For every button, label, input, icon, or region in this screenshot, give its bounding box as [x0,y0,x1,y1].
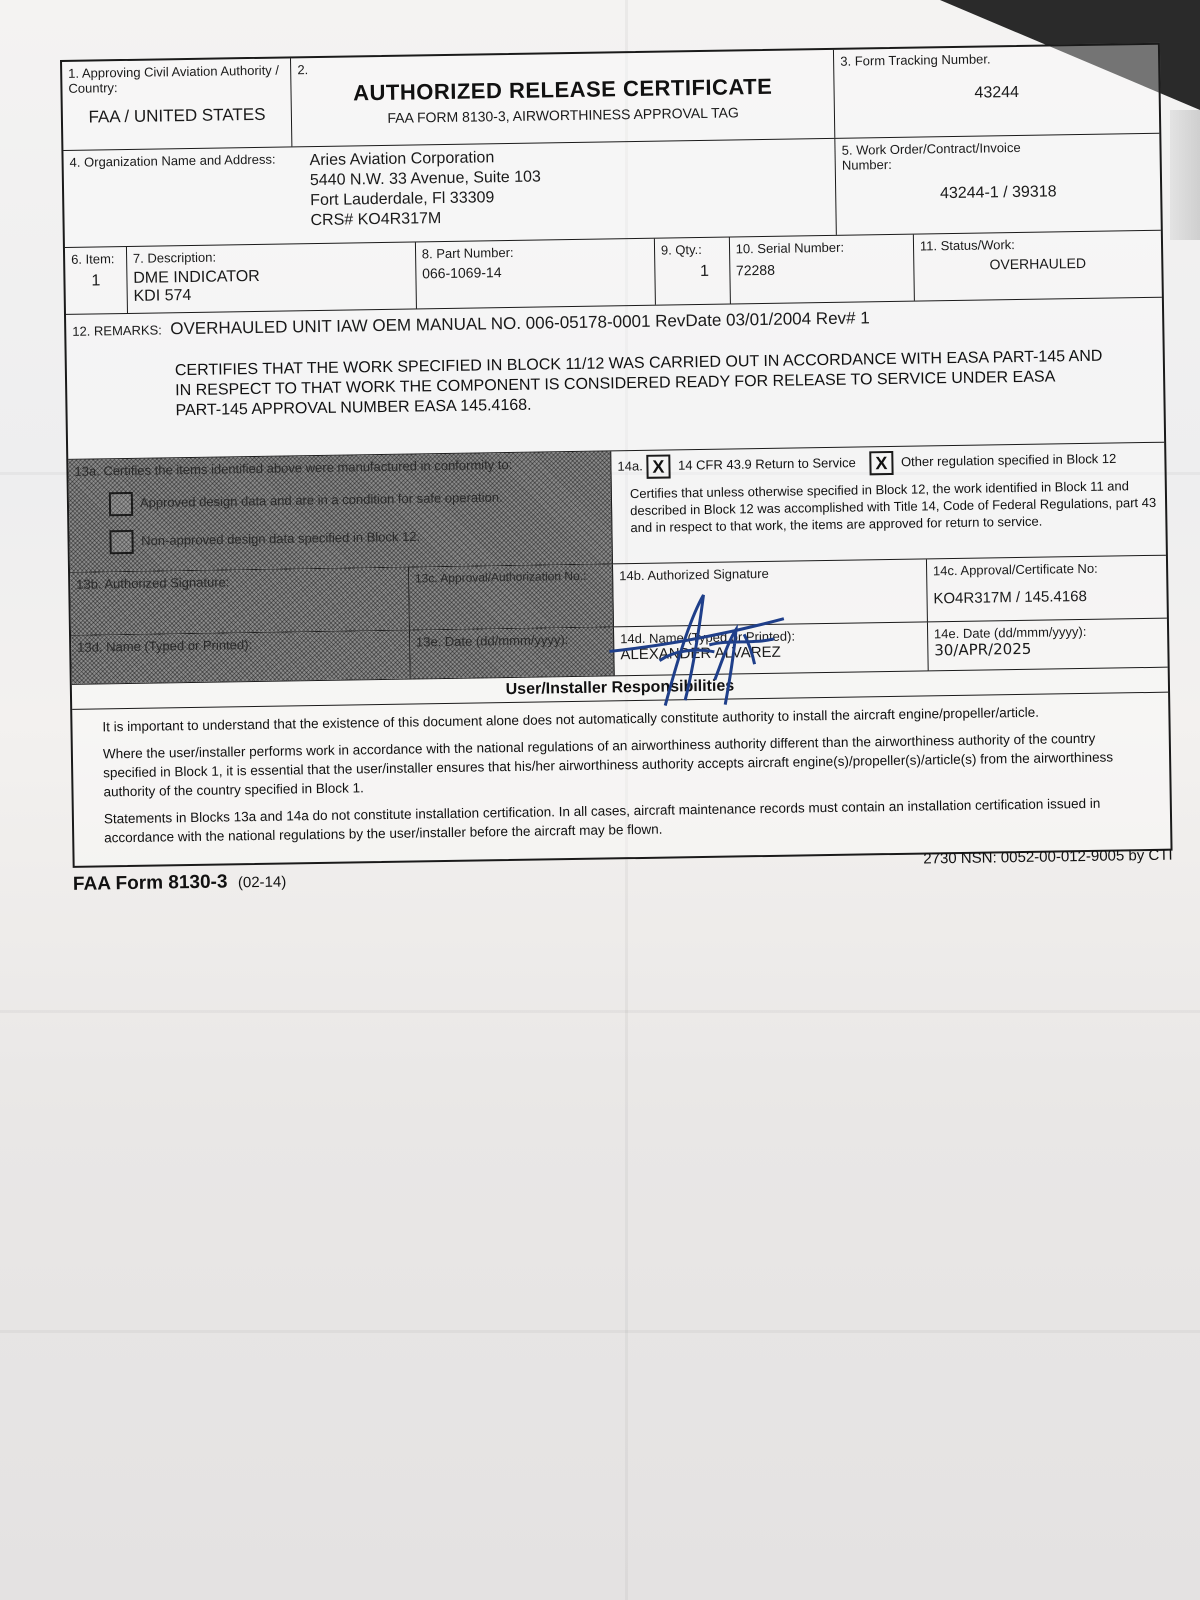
block-13b [70,568,410,635]
block-14b-label: 14b. Authorized Signature [619,565,769,584]
block-13a-option-1 [109,484,605,516]
block-14c [927,556,1167,622]
part-number-label: 8. Part Number: [421,244,514,262]
non-approved-design-label: Non-approved design data specified in Block 12. [141,528,421,549]
block-3-label: 3. Form Tracking Number. [840,51,991,69]
block-14c-label: 14c. Approval/Certificate No: [932,560,1098,579]
organization-address [309,147,541,239]
work-order-number: 43244-1 / 39318 [939,183,1057,203]
item-value: 1 [91,272,101,290]
paper-fold-horizontal [0,1330,1200,1333]
remarks-label: 12. REMARKS: [72,322,162,339]
org-street: 5440 N.W. 33 Avenue, Suite 103 [309,168,542,190]
approved-design-checkbox[interactable] [109,492,133,516]
block-13b-label: 13b. Authorized Signature: [76,574,230,592]
other-regulation-checkbox[interactable]: X [869,451,893,475]
non-approved-design-checkbox[interactable] [109,530,133,554]
block-9 [655,238,731,305]
block-13e-label: 13e. Date (dd/mmm/yyyy): [415,632,569,650]
remarks-text: OVERHAULED UNIT IAW OEM MANUAL NO. 006-05178-0001 RevDate 03/01/2004 Rev# 1 [170,308,870,339]
form-id [73,871,287,896]
block-14a [611,443,1166,564]
block-14e-label: 14e. Date (dd/mmm/yyyy): [933,623,1087,642]
remarks-row [66,298,1164,460]
block-14a-checks [617,447,1158,479]
block-6 [65,247,128,314]
release-date: 30/APR/2025 [934,639,1032,660]
block-4 [63,139,837,247]
block-5-label: 5. Work Order/Contract/Invoice Number: [841,139,1021,173]
org-city: Fort Lauderdale, Fl 33309 [310,189,495,210]
form-name: FAA Form 8130-3 [72,871,228,895]
block-13a-option-2 [109,522,605,554]
block-13d-label: 13d. Name (Typed or Printed): [77,637,253,655]
return-to-service-label: 14 CFR 43.9 Return to Service [677,454,856,473]
block-13a-label: 13a. Certifies the items identified above were manufactured in conformity to: [74,456,513,479]
block-14a-label: 14a. [617,458,643,474]
easa-certification-text: CERTIFIES THAT THE WORK SPECIFIED IN BLOCK 11/12 WAS CARRIED OUT IN ACCORDANCE WITH EASA PART-145 AND IN RESPECT TO THAT WORK THE COMPONENT IS CONSIDERED READY FOR RELEASE TO SERVICE UNDER EASA PART-145 APPROVAL NUMBER EASA 145.4168. [174,347,1103,420]
responsibilities-paragraph-3: Statements in Blocks 13a and 14a do not constitute installation certification. In all cases, aircraft maintenance records must contain an installation certification issued in accordance with the national regulations by the user/installer before the aircraft may be flown. [103,795,1101,846]
approved-design-label: Approved design data and are in a condition for safe operation. [139,489,503,511]
block-13c-label: 13c. Approval/Authorization No.: [414,568,587,586]
block-13a [68,451,613,572]
status-value: OVERHAULED [989,254,1087,273]
serial-number-label: 10. Serial Number: [735,239,845,257]
qty-label: 9. Qty.: [660,241,702,258]
header-row [62,45,1159,151]
block-10 [729,235,914,304]
responsibilities-paragraph-1: It is important to understand that the existence of this document alone does not automatically constitute authority to install the aircraft engine/propeller/article. [102,704,1040,735]
responsibilities-paragraph-2: Where the user/installer performs work in accordance with the national regulations of an airworthiness authority different than the airworthiness authority of the country specified in Block 1, it is essential that the user/installer ensures that his/her airworthiness authority accepts aircraft engine(s)/propeller(s)/article(s) from the airworthiness authority of the country specified in Block 1. [102,730,1114,800]
description-line-1: DME INDICATOR [133,267,260,287]
nsn-number: 2730 NSN: 0052-00-012-9005 by CTI [923,846,1173,868]
block-14e [928,619,1168,671]
block-8 [416,239,656,309]
block-13a-14a-row [68,443,1166,573]
qty-value: 1 [699,262,710,280]
block-3 [834,45,1159,138]
serial-number-value: 72288 [735,261,776,279]
other-regulation-label: Other regulation specified in Block 12 [900,450,1117,470]
block-2 [291,50,835,147]
block-13e [410,627,615,678]
form-8130-3 [60,43,1173,868]
block-1-value: FAA / UNITED STATES [88,104,266,127]
item-label: 6. Item: [71,251,115,267]
description-line-2: KDI 574 [133,286,192,305]
block-11 [914,231,1162,301]
part-number-value: 066-1069-14 [422,264,502,282]
block-14a-text: Certifies that unless otherwise specified in Block 12, the work identified in Block 11 and described in Block 12 was accomplished with Title 14, Code of Federal Regulations, part 43 and in respect to that work, the items are approved for return to service. [629,478,1157,536]
certificate-subtitle: FAA FORM 8130-3, AIRWORTHINESS APPROVAL TAG [387,104,739,126]
form-tracking-number: 43244 [974,83,1020,102]
block-2-label: 2. [297,62,309,78]
block-13d [71,631,410,684]
approval-certificate-number: KO4R317M / 145.4168 [933,587,1087,608]
block-7 [127,242,417,313]
block-5 [836,134,1161,235]
organization-row [63,134,1160,248]
background-edge [1170,110,1200,240]
block-4-label: 4. Organization Name and Address: [69,151,276,170]
block-1 [62,58,293,150]
block-13c [409,564,614,629]
org-name: Aries Aviation Corporation [309,149,495,170]
block-1-label: 1. Approving Civil Aviation Authority / Country: [68,62,280,96]
description-label: 7. Description: [132,249,217,266]
certificate-sheet [60,43,1173,896]
form-revision: (02-14) [237,873,287,892]
certificate-title: AUTHORIZED RELEASE CERTIFICATE [352,73,773,106]
handwritten-signature [603,589,795,722]
block-14d-label: 14d. Name (Typed or Printed): [620,628,796,647]
signer-name: ALEXANDER ALVAREZ [620,643,781,664]
return-to-service-checkbox[interactable]: X [646,454,670,478]
paper-fold-horizontal [0,1010,1200,1013]
responsibilities-title: User/Installer Responsibilities [72,668,1168,710]
status-label: 11. Status/Work: [919,237,1015,254]
org-crs: CRS# KO4R317M [310,210,442,230]
